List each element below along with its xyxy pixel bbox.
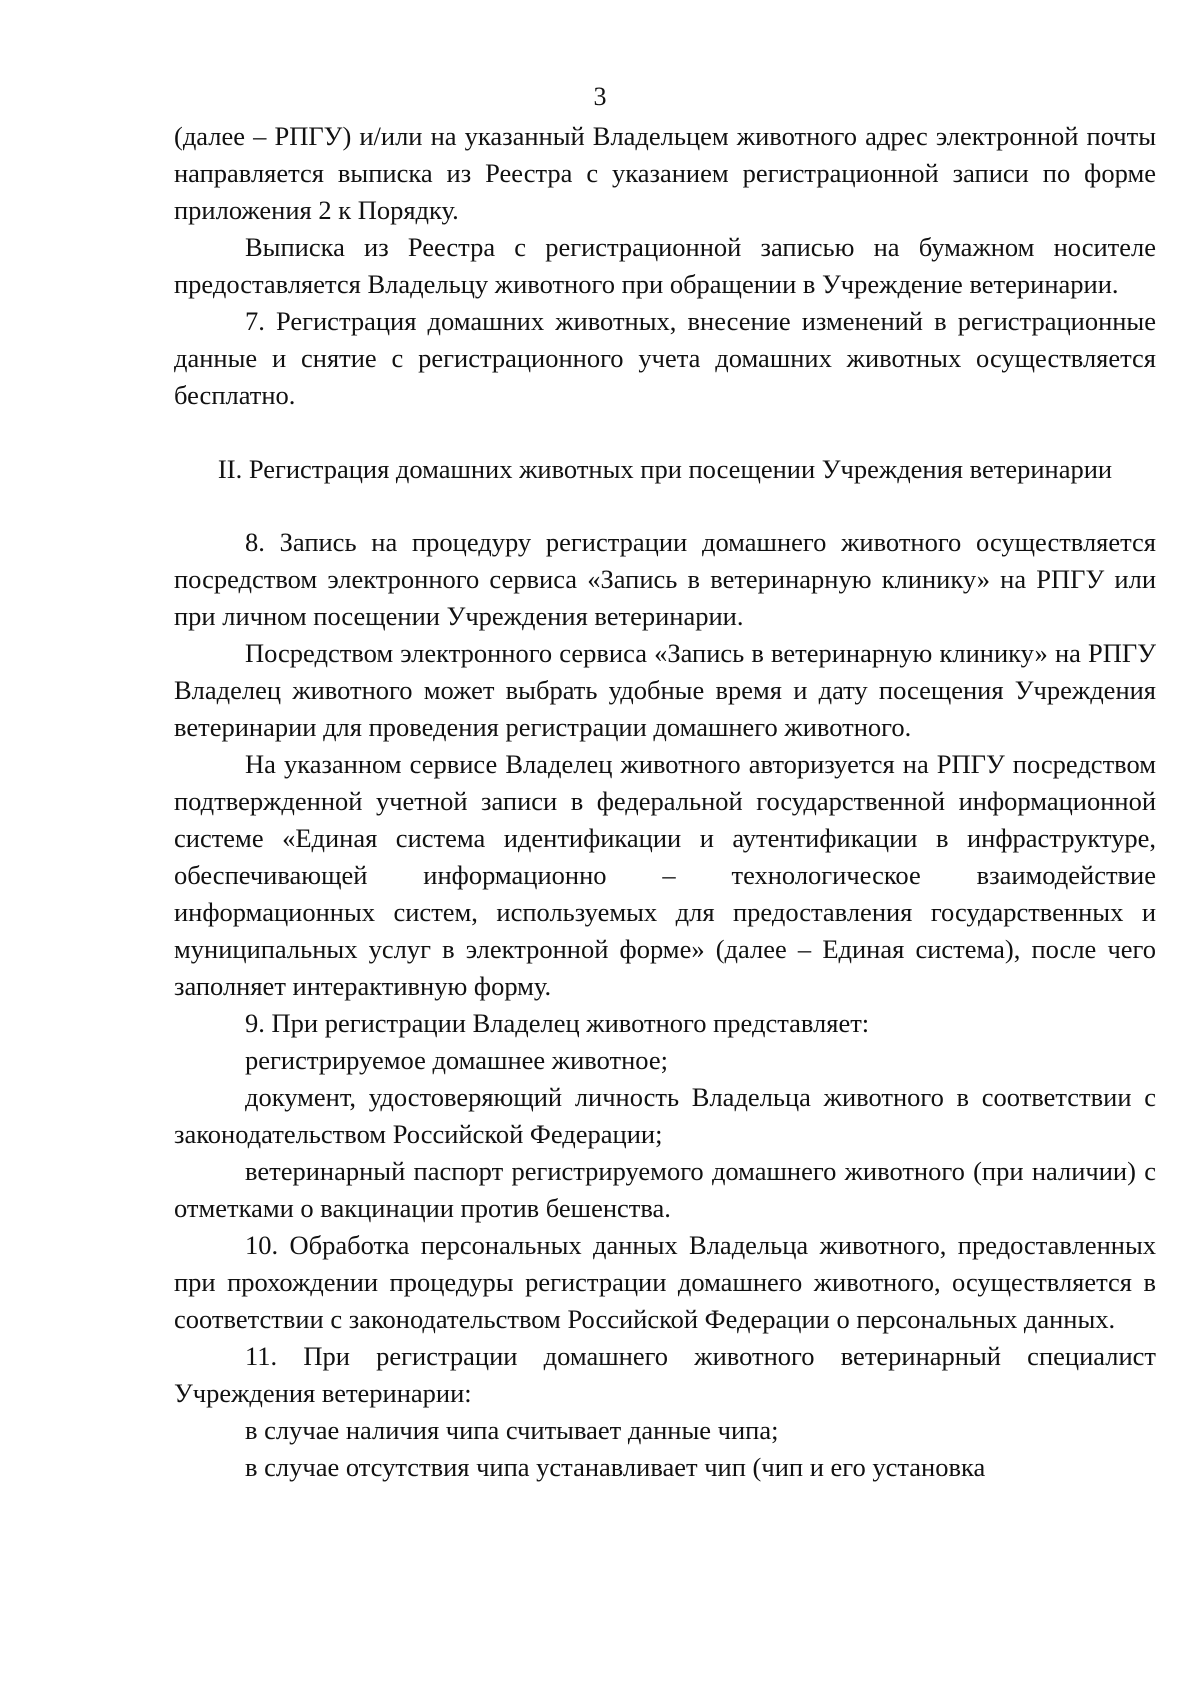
paragraph-item-8: 8. Запись на процедуру регистрации домашнего животного осуществляется посредством электронного сервиса «Запись в ветеринарную клинику» на РПГУ или при личном посещении Учреждения ветеринарии.	[174, 527, 1156, 631]
page-number: 3	[593, 82, 607, 111]
list-item-identity-document: документ, удостоверяющий личность Владельца животного в соответствии с законодательством Российской Федерации;	[174, 1082, 1156, 1149]
list-item-animal: регистрируемое домашнее животное;	[245, 1045, 668, 1075]
paragraph-item-10: 10. Обработка персональных данных Владельца животного, предоставленных при прохождении процедуры регистрации домашнего животного, осуществляется в соответствии с законодательством Российской Федерации о персональных данных.	[174, 1230, 1156, 1334]
paragraph-continuation: (далее – РПГУ) и/или на указанный Владельцем животного адрес электронной почты направляется выписка из Реестра с указанием регистрационной записи по форме приложения 2 к Порядку.	[174, 121, 1156, 225]
paragraph-item-7: 7. Регистрация домашних животных, внесение изменений в регистрационные данные и снятие с регистрационного учета домашних животных осуществляется бесплатно.	[174, 306, 1156, 410]
section-heading: II. Регистрация домашних животных при посещении Учреждения ветеринарии	[217, 454, 1113, 484]
document-body	[174, 118, 1156, 1486]
paragraph-extract-paper: Выписка из Реестра с регистрационной записью на бумажном носителе предоставляется Владельцу животного при обращении в Учреждение ветеринарии.	[174, 232, 1156, 299]
list-item-chip-read: в случае наличия чипа считывает данные чипа;	[245, 1415, 779, 1445]
paragraph-service-choice: Посредством электронного сервиса «Запись в ветеринарную клинику» на РПГУ Владелец животного может выбрать удобные время и дату посещения Учреждения ветеринарии для проведения регистрации домашнего животного.	[174, 638, 1156, 742]
list-item-vet-passport: ветеринарный паспорт регистрируемого домашнего животного (при наличии) с отметками о вакцинации против бешенства.	[174, 1156, 1156, 1223]
paragraph-authorization: На указанном сервисе Владелец животного авторизуется на РПГУ посредством подтвержденной учетной записи в федеральной государственной информационной системе «Единая система идентификации и аутентификации в инфраструктуре, обеспечивающей информационно – технологическое взаимодействие информационных систем, используемых для предоставления государственных и муниципальных услуг в электронной форме» (далее – Единая система), после чего заполняет интерактивную форму.	[174, 749, 1156, 1001]
paragraph-item-11: 11. При регистрации домашнего животного ветеринарный специалист Учреждения ветеринарии:	[174, 1341, 1156, 1408]
list-item-chip-install: в случае отсутствия чипа устанавливает чип (чип и его установка	[245, 1452, 986, 1482]
paragraph-item-9: 9. При регистрации Владелец животного представляет:	[245, 1008, 870, 1038]
